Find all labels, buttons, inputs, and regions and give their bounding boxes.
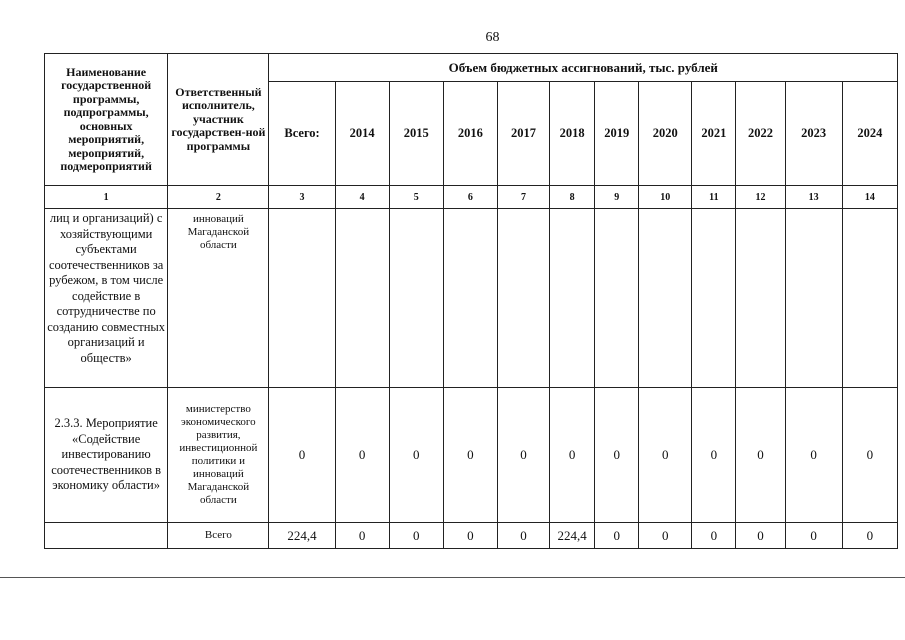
budget-table: [44, 53, 898, 549]
column-number: 4: [335, 186, 389, 209]
value-cell: [785, 209, 842, 388]
value-cell: [736, 209, 785, 388]
executor-cell: министерство экономического развития, инвестиционной политики и инноваций Магаданской области: [168, 388, 269, 523]
value-cell: 224,4: [550, 523, 595, 549]
value-cell: 0: [389, 388, 443, 523]
column-number: 14: [842, 186, 897, 209]
header-year: 2024: [842, 82, 897, 186]
value-cell: 0: [785, 523, 842, 549]
program-name-cell: лиц и организаций) с хозяйствующими субъектами соотечественников за рубежом, в том числе содействие в сотрудничестве по созданию совместных организаций и обществ»: [45, 209, 168, 388]
column-number: 13: [785, 186, 842, 209]
header-year: 2023: [785, 82, 842, 186]
value-cell: [335, 209, 389, 388]
header-year: 2014: [335, 82, 389, 186]
header-row: [45, 54, 898, 82]
value-cell: 0: [443, 388, 497, 523]
header-program-name: Наименование государственной программы, подпрограммы, основных мероприятий, мероприятий, подмероприятий: [45, 54, 168, 186]
value-cell: 0: [842, 523, 897, 549]
program-name-cell: 2.3.3. Мероприятие «Содействие инвестированию соотечественников в экономику области»: [45, 388, 168, 523]
value-cell: 0: [389, 523, 443, 549]
value-cell: 0: [842, 388, 897, 523]
header-year: 2016: [443, 82, 497, 186]
column-number: 7: [497, 186, 549, 209]
value-cell: 0: [595, 523, 639, 549]
value-cell: [497, 209, 549, 388]
value-cell: [692, 209, 736, 388]
value-cell: 0: [497, 388, 549, 523]
column-number: 6: [443, 186, 497, 209]
value-cell: [595, 209, 639, 388]
header-year: 2017: [497, 82, 549, 186]
program-name-cell: [45, 523, 168, 549]
page-number: 68: [485, 30, 500, 45]
header-year: 2020: [639, 82, 692, 186]
value-cell: 0: [269, 388, 335, 523]
column-number: 2: [168, 186, 269, 209]
column-number: 11: [692, 186, 736, 209]
header-year: 2022: [736, 82, 785, 186]
page-divider: [0, 577, 905, 578]
total-label: Всего: [168, 523, 269, 549]
table-row: [45, 209, 898, 388]
value-cell: 0: [785, 388, 842, 523]
column-number: 12: [736, 186, 785, 209]
value-cell: 0: [595, 388, 639, 523]
column-number-row: [45, 186, 898, 209]
value-cell: 224,4: [269, 523, 335, 549]
header-year: 2018: [550, 82, 595, 186]
header-budget-volume: Объем бюджетных ассигнований, тыс. рублей: [269, 54, 898, 82]
column-number: 8: [550, 186, 595, 209]
column-number: 1: [45, 186, 168, 209]
value-cell: 0: [335, 388, 389, 523]
executor-cell: инноваций Магаданской области: [168, 209, 269, 388]
column-number: 9: [595, 186, 639, 209]
value-cell: 0: [443, 523, 497, 549]
value-cell: 0: [692, 523, 736, 549]
total-row: [45, 523, 898, 549]
header-year: 2021: [692, 82, 736, 186]
header-year: 2015: [389, 82, 443, 186]
column-number: 5: [389, 186, 443, 209]
header-year: 2019: [595, 82, 639, 186]
value-cell: 0: [550, 388, 595, 523]
value-cell: [550, 209, 595, 388]
value-cell: 0: [335, 523, 389, 549]
value-cell: [269, 209, 335, 388]
value-cell: [389, 209, 443, 388]
value-cell: 0: [692, 388, 736, 523]
value-cell: [639, 209, 692, 388]
table-row: [45, 388, 898, 523]
value-cell: 0: [639, 388, 692, 523]
value-cell: [443, 209, 497, 388]
value-cell: [842, 209, 897, 388]
value-cell: 0: [736, 523, 785, 549]
header-total: Всего:: [269, 82, 335, 186]
header-executor: Ответственный исполнитель, участник государствен-ной программы: [168, 54, 269, 186]
value-cell: 0: [497, 523, 549, 549]
value-cell: 0: [639, 523, 692, 549]
value-cell: 0: [736, 388, 785, 523]
column-number: 10: [639, 186, 692, 209]
column-number: 3: [269, 186, 335, 209]
